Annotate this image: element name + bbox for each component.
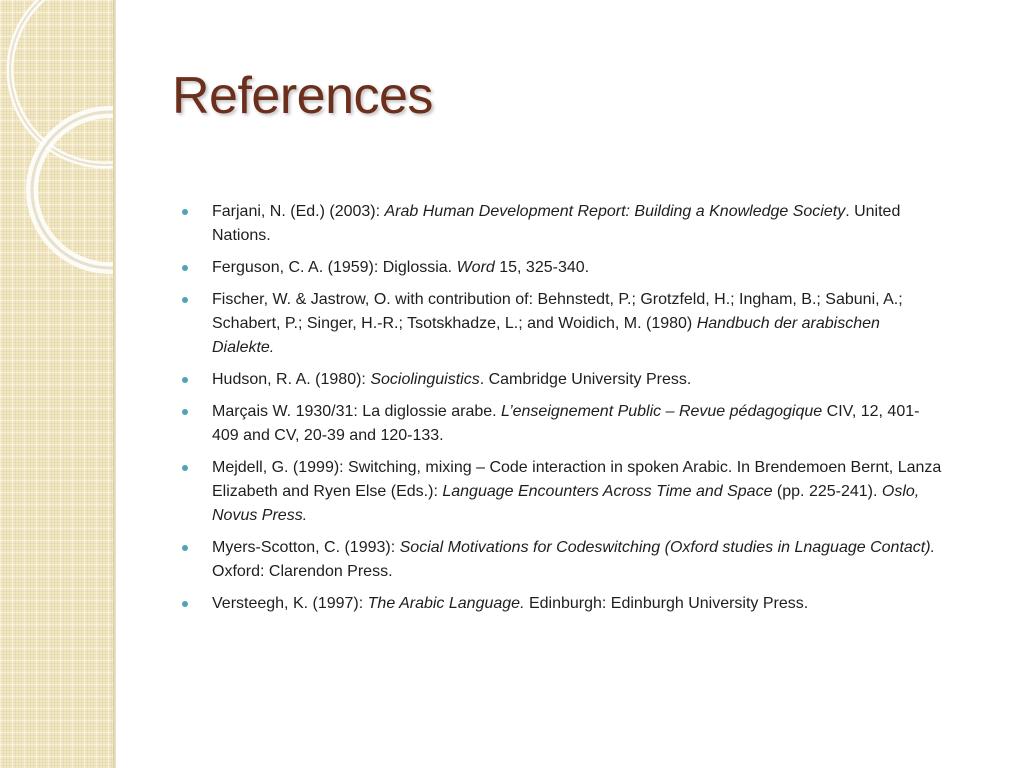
reference-italic-text: Social Motivations for Codeswitching (Oxford studies in Lnaguage Contact). <box>399 539 936 556</box>
reference-item <box>212 288 942 360</box>
sidebar-edge <box>113 0 116 768</box>
reference-italic-text: Word <box>456 259 495 276</box>
reference-italic-text: The Arabic Language. <box>367 595 525 612</box>
reference-item <box>212 200 942 248</box>
reference-italic-text: Sociolinguistics <box>370 371 480 388</box>
reference-item <box>212 456 942 528</box>
reference-text: . Cambridge University Press. <box>479 371 692 388</box>
reference-list <box>212 200 942 624</box>
decorative-sidebar <box>0 0 113 768</box>
reference-item <box>212 368 942 392</box>
reference-text: Hudson, R. A. (1980): <box>212 371 371 388</box>
reference-text: Farjani, N. (Ed.) (2003): <box>212 203 385 220</box>
reference-italic-text: Handbuch der arabischen Dialekte. <box>212 315 880 356</box>
reference-italic-text: Arab Human Development Report: Building a Knowledge Society <box>384 203 846 220</box>
reference-text: Oxford: Clarendon Press. <box>212 563 393 580</box>
reference-text: Fischer, W. & Jastrow, O. with contribution of: Behnstedt, P.; Grotzfeld, H.; Ingham, B.; Sabuni, A.; Schabert, P.; Singer, H.-R.; Tsotskhadze, L.; and Woidich, M. (1980) <box>212 291 903 332</box>
reference-text: Versteegh, K. (1997): <box>212 595 368 612</box>
bullet-icon <box>182 297 188 303</box>
reference-text: (pp. 225-241). <box>772 483 882 500</box>
bullet-icon <box>182 209 188 215</box>
reference-italic-text: Oslo, Novus Press. <box>212 483 920 524</box>
reference-text: Marçais W. 1930/31: La diglossie arabe. <box>212 403 502 420</box>
reference-italic-text: Language Encounters Across Time and Space <box>442 483 773 500</box>
reference-text: CIV, 12, 401-409 and CV, 20-39 and 120-133. <box>212 403 920 444</box>
bullet-icon <box>182 265 188 271</box>
bullet-icon <box>182 409 188 415</box>
reference-item <box>212 592 942 616</box>
reference-text: . United Nations. <box>212 203 901 244</box>
slide-title: References <box>172 67 433 125</box>
reference-text: Mejdell, G. (1999): Switching, mixing – Code interaction in spoken Arabic. In Brendemoen Bernt, Lanza Elizabeth and Ryen Else (Eds.): <box>212 459 942 500</box>
reference-italic-text: L’enseignement Public – Revue pédagogique <box>501 403 823 420</box>
bullet-icon <box>182 465 188 471</box>
reference-text: Ferguson, C. A. (1959): Diglossia. <box>212 259 457 276</box>
reference-item <box>212 256 942 280</box>
reference-text: 15, 325-340. <box>494 259 590 276</box>
reference-item <box>212 400 942 448</box>
decorative-circles <box>0 0 113 768</box>
bullet-icon <box>182 545 188 551</box>
bullet-icon <box>182 601 188 607</box>
reference-text: Myers-Scotton, C. (1993): <box>212 539 400 556</box>
reference-text: Edinburgh: Edinburgh University Press. <box>524 595 809 612</box>
bullet-icon <box>182 377 188 383</box>
reference-item <box>212 536 942 584</box>
